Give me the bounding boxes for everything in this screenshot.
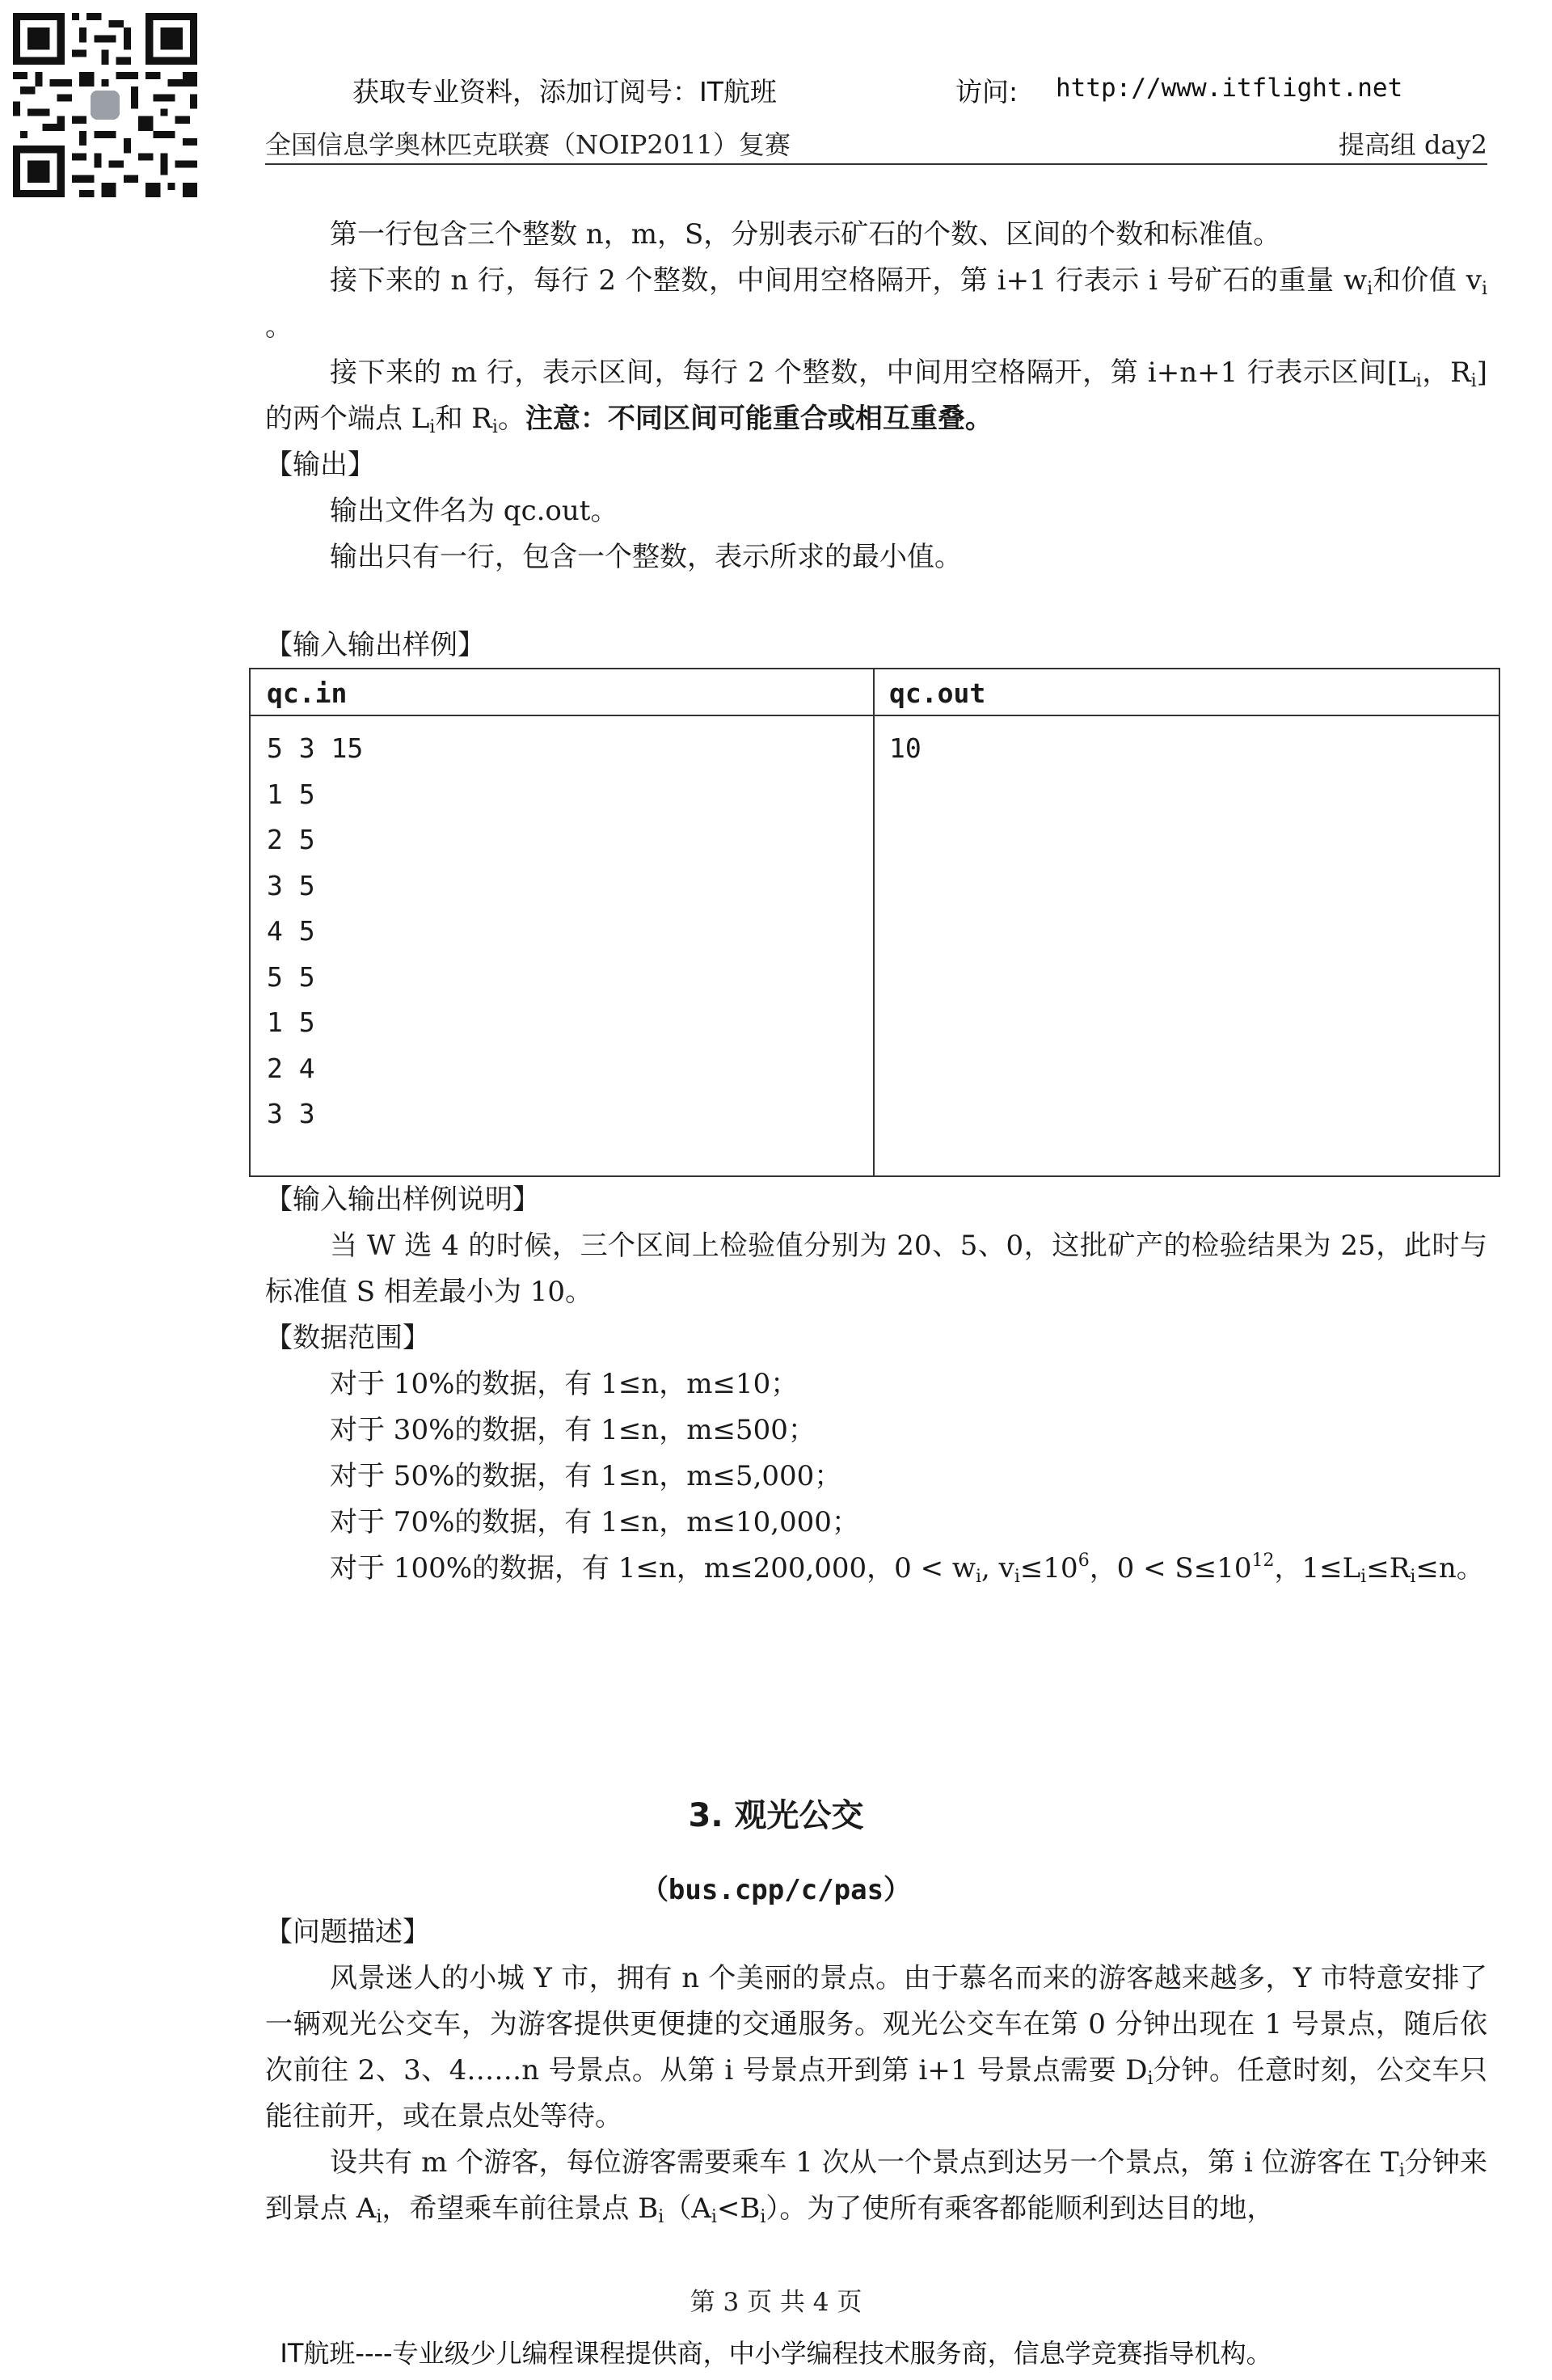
page-header — [265, 123, 1487, 165]
range-item: 对于 50%的数据，有 1≤n，m≤5,000； — [330, 1460, 842, 1492]
problem-description-heading: 【问题描述】 — [265, 1916, 430, 1948]
header-group-day: 提高组 day2 — [1338, 129, 1487, 160]
banner-visit-label: 访问: — [955, 76, 1018, 108]
explanation-heading: 【输入输出样例说明】 — [265, 1184, 540, 1216]
sample-heading: 【输入输出样例】 — [265, 629, 485, 661]
problem-paragraph-1: 风景迷人的小城 Y 市，拥有 n 个美丽的景点。由于慕名而来的游客越来越多，Y 市特意安排了一辆观光公交车，为游客提供更便捷的交通服务。观光公交车在第 0 分钟出现在 1 号景点，随后依次前往 2、3、4……n 号景点。从第 i 号景点开到第 i+1 号景点需要 $D_i$分钟。任意时刻，公交车只能往前开，或在景点处等待。 — [265, 1962, 1487, 2133]
sample-input-column — [267, 726, 363, 1137]
sample-input-filename: qc.in — [267, 677, 348, 709]
sample-input-line: 5 5 — [267, 960, 315, 993]
sample-heading-wrap — [265, 622, 1487, 669]
footer-banner: IT航班----专业级少儿编程课程提供商，中小学编程技术服务商，信息学竞赛指导机构。 — [280, 2338, 1272, 2369]
sample-input-line: 2 4 — [267, 1052, 315, 1084]
qr-code-image — [13, 13, 197, 197]
problem-3-title: 3. 观光公交 — [688, 1797, 864, 1834]
header-contest-title: 全国信息学奥林匹克联赛（NOIP2011）复赛 — [265, 129, 791, 160]
problem-3-filenames: （bus.cpp/c/pas） — [640, 1874, 912, 1906]
output-heading: 【输出】 — [265, 449, 375, 481]
explanation-section — [265, 1177, 1487, 1592]
input-description — [265, 212, 1487, 580]
sample-input-line: 1 5 — [267, 1006, 315, 1038]
input-line-2: 接下来的 n 行，每行 2 个整数，中间用空格隔开，第 i+1 行表示 i 号矿石的重量 $w_i$和价值 $v_i$ 。 — [265, 264, 1487, 343]
sample-output-column — [889, 726, 922, 772]
sample-input-line: 4 5 — [267, 915, 315, 947]
sample-input-line: 3 5 — [267, 869, 315, 901]
problem-3-description — [265, 1909, 1487, 2232]
banner-url-link[interactable]: http://www.itflight.net — [1056, 74, 1403, 103]
sample-input-line: 2 5 — [267, 824, 315, 855]
problem-paragraph-2: 设共有 m 个游客，每位游客需要乘车 1 次从一个景点到达另一个景点，第 i 位游客在 $T_i$分钟来到景点 $A_i$，希望乘车前往景点 $B_i(A_i<B_i)$。为了使所有乘客都能顺利到达目的地， — [265, 2146, 1487, 2227]
range-item: 对于 70%的数据，有 1≤n，m≤10,000； — [330, 1506, 859, 1538]
explanation-text: 当 W 选 4 的时候，三个区间上检验值分别为 20、5、0，这批矿产的检验结果为 25，此时与标准值 S 相差最小为 10。 — [265, 1230, 1487, 1308]
output-description: 输出只有一行，包含一个整数，表示所求的最小值。 — [330, 541, 962, 573]
input-line-3: 接下来的 m 行，表示区间，每行 2 个整数，中间用空格隔开，第 i+n+1 行表示区间[$L_i$，$R_i$]的两个端点 $L_i$和 $R_i$。注意：不同区间可能重合或相互重叠。 — [265, 357, 1487, 437]
sample-input-line: 1 5 — [267, 778, 315, 810]
sample-io-table — [249, 668, 1500, 1177]
banner-subscribe-text: 获取专业资料，添加订阅号：IT航班 — [352, 76, 777, 108]
range-item: 对于 10%的数据，有 1≤n，m≤10； — [330, 1368, 799, 1400]
output-filename: 输出文件名为 qc.out。 — [330, 495, 618, 527]
input-line-1: 第一行包含三个整数 n，m，S，分别表示矿石的个数、区间的个数和标准值。 — [330, 218, 1281, 251]
sample-table-divider — [873, 669, 875, 1175]
overlap-note: 注意：不同区间可能重合或相互重叠。 — [525, 403, 993, 435]
range-heading: 【数据范围】 — [265, 1322, 430, 1354]
sample-table-header — [251, 669, 1499, 716]
sample-input-line: 5 3 15 — [267, 732, 364, 764]
sample-output-filename: qc.out — [889, 677, 986, 709]
page-number: 第 3 页 共 4 页 — [690, 2288, 862, 2317]
range-item-full: 对于 100%的数据，有 1≤n，m≤200,000，$0 < w_i$, $v_i\le 10^6$，$0 < S\le 10^{12}$，$1\le L_i\le R_i\le n$。 — [330, 1551, 1484, 1587]
sample-input-line: 3 3 — [267, 1098, 315, 1129]
sample-output-line: 10 — [889, 732, 922, 764]
range-item: 对于 30%的数据，有 1≤n，m≤500； — [330, 1414, 816, 1446]
